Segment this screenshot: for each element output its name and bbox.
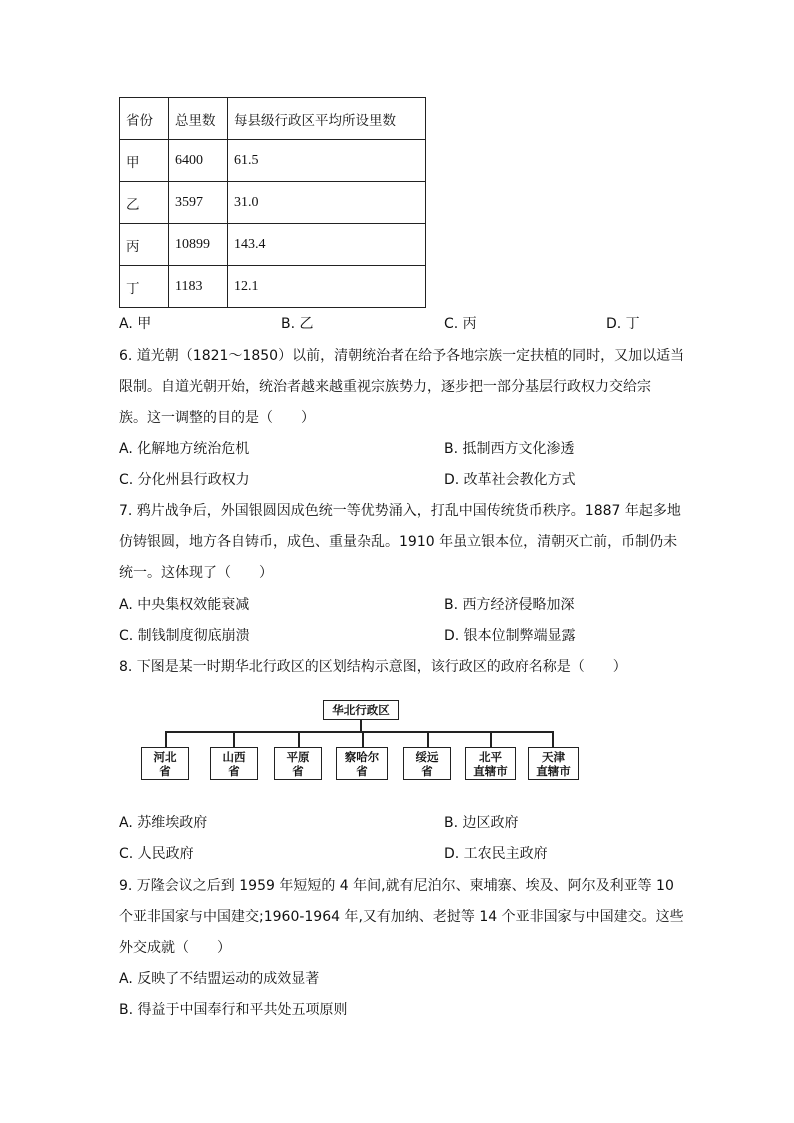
q6-option-b: B. 抵制西方文化渗透	[444, 441, 575, 457]
q5-option-d: D. 丁	[606, 316, 640, 332]
node-label-line: 省	[228, 763, 240, 778]
table-cell: 1183	[169, 266, 228, 308]
q8-option-d: D. 工农民主政府	[444, 846, 548, 862]
diagram-child-node	[528, 747, 579, 780]
table-cell: 丁	[120, 266, 169, 308]
diagram-connector	[165, 731, 553, 733]
table-cell: 61.5	[228, 140, 426, 182]
q9-option-b: B. 得益于中国奉行和平共处五项原则	[119, 1002, 348, 1018]
diagram-connector	[362, 731, 364, 747]
node-label-line: 山西	[222, 749, 246, 764]
q5-option-c: C. 丙	[444, 316, 477, 332]
table-cell: 丙	[120, 224, 169, 266]
diagram-connector	[552, 731, 554, 747]
q7-option-a: A. 中央集权效能衰减	[119, 597, 250, 613]
diagram-connector	[165, 731, 167, 747]
node-label-line: 省	[356, 763, 368, 778]
diagram-connector	[233, 731, 235, 747]
node-label-line: 绥远	[415, 749, 439, 764]
q9-stem-line: 9. 万隆会议之后到 1959 年短短的 4 年间,就有尼泊尔、柬埔寨、埃及、阿尔及利亚等 10	[119, 878, 674, 894]
q7-stem-line: 仿铸银圆，地方各自铸币，成色、重量杂乱。1910 年虽立银本位，清朝灭亡前，币制仍未	[119, 534, 678, 550]
node-label-line: 省	[159, 763, 171, 778]
diagram-connector	[490, 731, 492, 747]
node-label-line: 北平	[479, 749, 502, 764]
q9-stem-line: 外交成就（ ）	[119, 940, 231, 956]
table-cell: 10899	[169, 224, 228, 266]
q8-option-c: C. 人民政府	[119, 846, 194, 862]
q7-stem-line: 7. 鸦片战争后，外国银圆因成色统一等优势涌入，打乱中国传统货币秩序。1887 年起多地	[119, 503, 681, 519]
diagram-connector	[427, 731, 429, 747]
table-cell: 6400	[169, 140, 228, 182]
diagram-child-node	[465, 747, 516, 780]
q9-stem-line: 个亚非国家与中国建交;1960-1964 年,又有加纳、老挝等 14 个亚非国家与中国建交。这些	[119, 909, 684, 925]
q8-stem-line: 8. 下图是某一时期华北行政区的区划结构示意图，该行政区的政府名称是（ ）	[119, 659, 627, 675]
node-label-line: 平原	[286, 749, 310, 764]
table-row	[120, 182, 426, 224]
q6-stem-line: 族。这一调整的目的是（ ）	[119, 410, 315, 426]
table-cell: 143.4	[228, 224, 426, 266]
diagram-root-label: 华北行政区	[332, 703, 390, 717]
table-cell: 乙	[120, 182, 169, 224]
data-table	[119, 97, 426, 308]
q6-option-d: D. 改革社会教化方式	[444, 472, 576, 488]
diagram-child-node	[210, 747, 258, 780]
table-row	[120, 140, 426, 182]
q7-stem-line: 统一。这体现了（ ）	[119, 565, 273, 581]
diagram-connector	[298, 731, 300, 747]
node-label-line: 天津	[542, 749, 565, 764]
q7-option-b: B. 西方经济侵略加深	[444, 597, 575, 613]
q9-option-a: A. 反映了不结盟运动的成效显著	[119, 971, 320, 987]
diagram-connector	[360, 720, 362, 731]
diagram-child-node	[274, 747, 322, 780]
q5-option-b: B. 乙	[281, 316, 314, 332]
q7-option-c: C. 制钱制度彻底崩溃	[119, 628, 250, 644]
table-cell: 12.1	[228, 266, 426, 308]
q8-option-a: A. 苏维埃政府	[119, 815, 208, 831]
node-label-line: 省	[421, 763, 433, 778]
table-row	[120, 224, 426, 266]
q6-stem-line: 6. 道光朝（1821～1850）以前，清朝统治者在给予各地宗族一定扶植的同时，又加以适当	[119, 348, 685, 364]
node-label-line: 河北	[153, 749, 177, 764]
table-row	[120, 266, 426, 308]
node-label-line: 直辖市	[473, 763, 508, 778]
table-header-cell: 总里数	[169, 98, 228, 140]
node-label-line: 察哈尔	[344, 749, 380, 764]
table-cell: 3597	[169, 182, 228, 224]
diagram-child-node	[336, 747, 388, 780]
q6-stem-line: 限制。自道光朝开始，统治者越来越重视宗族势力，逐步把一部分基层行政权力交给宗	[119, 379, 651, 395]
node-label-line: 省	[292, 763, 304, 778]
q7-option-d: D. 银本位制弊端显露	[444, 628, 576, 644]
table-header-cell: 每县级行政区平均所设里数	[228, 98, 426, 140]
table-header-cell: 省份	[120, 98, 169, 140]
table-cell: 31.0	[228, 182, 426, 224]
node-label-line: 直辖市	[536, 763, 571, 778]
q6-option-c: C. 分化州县行政权力	[119, 472, 250, 488]
diagram-child-node	[141, 747, 189, 780]
q8-option-b: B. 边区政府	[444, 815, 519, 831]
table-cell: 甲	[120, 140, 169, 182]
table-header-row	[120, 98, 426, 140]
q6-option-a: A. 化解地方统治危机	[119, 441, 250, 457]
q5-option-a: A. 甲	[119, 316, 152, 332]
diagram-root-node	[323, 700, 399, 720]
diagram-child-node	[403, 747, 451, 780]
